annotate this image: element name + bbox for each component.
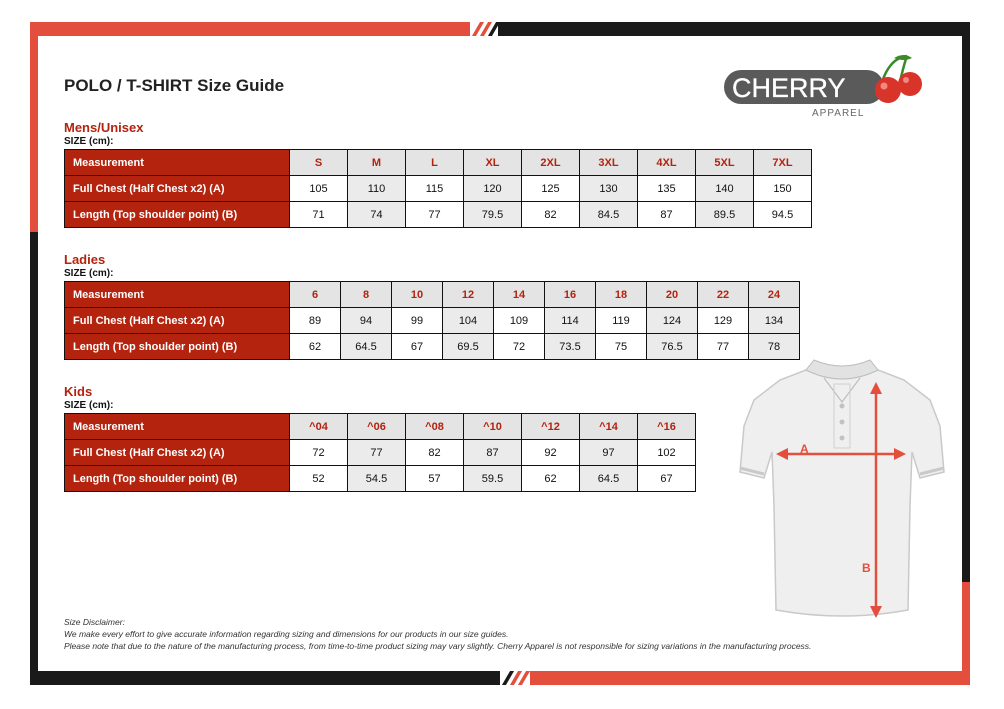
cell-value: 135 <box>638 176 696 202</box>
size-header-16: ^16 <box>638 414 696 440</box>
cell-value: 64.5 <box>341 334 392 360</box>
cell-value: 94 <box>341 308 392 334</box>
cell-value: 104 <box>443 308 494 334</box>
measurement-header: Measurement <box>65 414 290 440</box>
cell-value: 87 <box>464 440 522 466</box>
cell-value: 54.5 <box>348 466 406 492</box>
size-label-mens: SIZE (cm): <box>64 136 114 147</box>
cell-value: 89 <box>290 308 341 334</box>
size-header-24: 24 <box>749 282 800 308</box>
size-header-7XL: 7XL <box>754 150 812 176</box>
label-a: A <box>800 442 809 456</box>
cell-value: 102 <box>638 440 696 466</box>
section-title-ladies: Ladies <box>64 252 106 267</box>
table-row-chest <box>65 440 696 466</box>
size-header-6: 6 <box>290 282 341 308</box>
table-header-row <box>65 150 812 176</box>
frame-left-red <box>30 22 38 232</box>
table-row-length <box>65 334 800 360</box>
size-header-16: 16 <box>545 282 596 308</box>
row-label-chest: Full Chest (Half Chest x2) (A) <box>65 176 290 202</box>
cell-value: 94.5 <box>754 202 812 228</box>
disclaimer-line-1: We make every effort to give accurate information regarding sizing and dimensions for our products in our size guides. <box>64 629 509 639</box>
cell-value: 129 <box>698 308 749 334</box>
size-table-mens <box>64 149 812 228</box>
logo-brand-text: CHERRY <box>732 73 846 103</box>
size-disclaimer <box>64 616 811 652</box>
cell-value: 73.5 <box>545 334 596 360</box>
disclaimer-line-2: Please note that due to the nature of the manufacturing process, from time-to-time product sizing may vary slightly. Cherry Apparel is not responsible for sizing variations in the manufacturing process. <box>64 641 812 651</box>
frame-right-black <box>962 22 970 582</box>
cell-value: 82 <box>522 202 580 228</box>
cell-value: 125 <box>522 176 580 202</box>
cell-value: 59.5 <box>464 466 522 492</box>
cell-value: 77 <box>348 440 406 466</box>
cell-value: 105 <box>290 176 348 202</box>
cell-value: 52 <box>290 466 348 492</box>
cell-value: 77 <box>406 202 464 228</box>
cell-value: 150 <box>754 176 812 202</box>
size-table-ladies <box>64 281 800 360</box>
size-header-4XL: 4XL <box>638 150 696 176</box>
frame-left-black <box>30 232 38 685</box>
table-row-length <box>65 202 812 228</box>
size-header-18: 18 <box>596 282 647 308</box>
cell-value: 119 <box>596 308 647 334</box>
cell-value: 69.5 <box>443 334 494 360</box>
table-row-chest <box>65 176 812 202</box>
row-label-length: Length (Top shoulder point) (B) <box>65 466 290 492</box>
size-header-12: ^12 <box>522 414 580 440</box>
size-label-ladies: SIZE (cm): <box>64 268 114 279</box>
size-header-08: ^08 <box>406 414 464 440</box>
size-header-10: 10 <box>392 282 443 308</box>
cell-value: 72 <box>290 440 348 466</box>
cell-value: 110 <box>348 176 406 202</box>
table-header-row <box>65 282 800 308</box>
cell-value: 114 <box>545 308 596 334</box>
cell-value: 62 <box>290 334 341 360</box>
size-header-14: ^14 <box>580 414 638 440</box>
size-header-04: ^04 <box>290 414 348 440</box>
size-header-8: 8 <box>341 282 392 308</box>
frame-top-red <box>30 22 470 36</box>
size-header-2XL: 2XL <box>522 150 580 176</box>
cell-value: 78 <box>749 334 800 360</box>
size-header-22: 22 <box>698 282 749 308</box>
table-row-chest <box>65 308 800 334</box>
label-b: B <box>862 561 871 575</box>
cell-value: 97 <box>580 440 638 466</box>
cell-value: 115 <box>406 176 464 202</box>
disclaimer-heading: Size Disclaimer: <box>64 617 125 627</box>
size-header-20: 20 <box>647 282 698 308</box>
cell-value: 99 <box>392 308 443 334</box>
polo-shirt-diagram <box>736 356 948 620</box>
cell-value: 64.5 <box>580 466 638 492</box>
cell-value: 130 <box>580 176 638 202</box>
cell-value: 92 <box>522 440 580 466</box>
size-table-kids <box>64 413 696 492</box>
cell-value: 82 <box>406 440 464 466</box>
row-label-chest: Full Chest (Half Chest x2) (A) <box>65 308 290 334</box>
cell-value: 109 <box>494 308 545 334</box>
row-label-chest: Full Chest (Half Chest x2) (A) <box>65 440 290 466</box>
cell-value: 74 <box>348 202 406 228</box>
cell-value: 89.5 <box>696 202 754 228</box>
cell-value: 84.5 <box>580 202 638 228</box>
page-title: POLO / T-SHIRT Size Guide <box>64 76 285 95</box>
size-header-S: S <box>290 150 348 176</box>
cell-value: 57 <box>406 466 464 492</box>
size-header-10: ^10 <box>464 414 522 440</box>
cell-value: 76.5 <box>647 334 698 360</box>
size-header-M: M <box>348 150 406 176</box>
size-header-L: L <box>406 150 464 176</box>
cell-value: 120 <box>464 176 522 202</box>
cell-value: 124 <box>647 308 698 334</box>
cherry-apparel-logo <box>722 52 932 122</box>
cell-value: 67 <box>638 466 696 492</box>
size-header-3XL: 3XL <box>580 150 638 176</box>
cell-value: 79.5 <box>464 202 522 228</box>
size-header-5XL: 5XL <box>696 150 754 176</box>
cell-value: 75 <box>596 334 647 360</box>
section-title-mens: Mens/Unisex <box>64 120 144 135</box>
size-header-06: ^06 <box>348 414 406 440</box>
cell-value: 72 <box>494 334 545 360</box>
cell-value: 71 <box>290 202 348 228</box>
size-header-14: 14 <box>494 282 545 308</box>
cell-value: 77 <box>698 334 749 360</box>
frame-top-black <box>498 22 970 36</box>
size-header-XL: XL <box>464 150 522 176</box>
table-header-row <box>65 414 696 440</box>
row-label-length: Length (Top shoulder point) (B) <box>65 334 290 360</box>
cell-value: 87 <box>638 202 696 228</box>
frame-bottom-black <box>30 671 500 685</box>
table-row-length <box>65 466 696 492</box>
section-title-kids: Kids <box>64 384 93 399</box>
cell-value: 140 <box>696 176 754 202</box>
frame-right-red <box>962 582 970 685</box>
cell-value: 62 <box>522 466 580 492</box>
measurement-header: Measurement <box>65 282 290 308</box>
logo-sub-text: APPAREL <box>812 108 865 119</box>
row-label-length: Length (Top shoulder point) (B) <box>65 202 290 228</box>
frame-bottom-red <box>530 671 970 685</box>
cell-value: 134 <box>749 308 800 334</box>
cell-value: 67 <box>392 334 443 360</box>
size-header-12: 12 <box>443 282 494 308</box>
size-label-kids: SIZE (cm): <box>64 400 114 411</box>
measurement-header: Measurement <box>65 150 290 176</box>
